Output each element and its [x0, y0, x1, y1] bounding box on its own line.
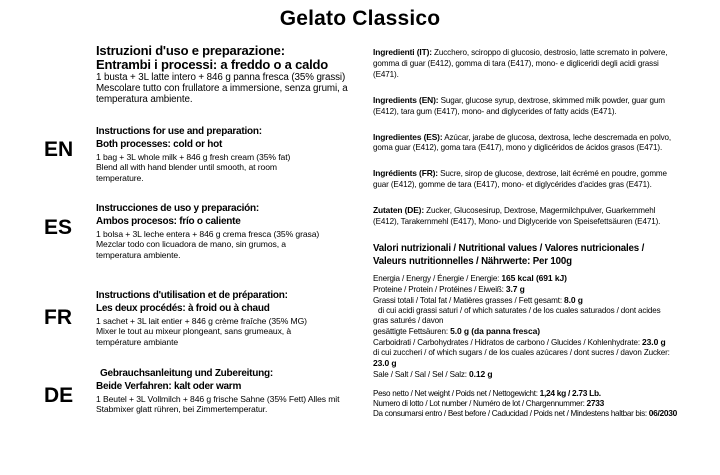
- ingredients-en: [373, 95, 674, 118]
- nutrition-label: di cui acidi grassi saturi / of which saturates / de los cuales saturados / dont acides gras saturés / davon: [373, 305, 661, 325]
- ingredient-text: Zucchero, sciroppo di glucosio, destrosio, latte scremato in polvere, gomma di guar (E412), gomma di tara (E417), mono- e digliceridi degli acidi grassi (E471).: [373, 48, 668, 79]
- nutrition-label: Carboidrati / Carbohydrates / Hidratos de carbono / Glucides / Kohlenhydrate:: [373, 337, 640, 347]
- nutrition-row-saturates: [373, 306, 674, 337]
- nutrition-value: 5.0 g (da panna fresca): [450, 325, 540, 336]
- ingredient-label: Ingredienti (IT):: [373, 47, 432, 57]
- instruction-subheading: Beide Verfahren: kalt oder warm: [96, 380, 242, 392]
- nutrition-label: gesättigte Fettsäuren:: [373, 326, 448, 336]
- instruction-block-es: [96, 203, 320, 260]
- ingredients-es: [373, 132, 674, 155]
- nutrition-value: 0.12 g: [468, 368, 493, 379]
- nutrition-row-salt: [373, 369, 674, 380]
- nutrition-label: di cui zuccheri / of which sugars / de los cuales azúcares / dont sucres / davon Zucker:: [373, 347, 670, 357]
- lot-number-label: Numero di lotto / Lot number / Numéro de lot / Chargennummer:: [373, 398, 585, 408]
- page-title: Gelato Classico: [279, 7, 441, 30]
- ingredient-text: Sugar, glucose syrup, dextrose, skimmed milk powder, guar gum (E412), tara gum (E417), mono- and diglycerides of fatty acids (E471).: [373, 95, 665, 116]
- best-before-row: [373, 407, 677, 419]
- instruction-heading: Instructions for use and preparation:: [96, 126, 262, 137]
- ingredients-it: [373, 47, 674, 81]
- lang-label-fr: FR: [44, 306, 72, 329]
- ingredient-label: Ingredientes (ES):: [373, 131, 443, 142]
- instruction-subheading: Les deux procédés: à froid ou à chaud: [96, 302, 270, 314]
- nutrition-value: 8.0 g: [564, 294, 583, 305]
- instruction-block-en: [96, 126, 308, 183]
- instruction-body: 1 bag + 3L whole milk + 846 g fresh cream (35% fat) Blend all with hand blender until smooth, at room temperature.: [96, 152, 291, 183]
- nutrition-value: 23.0 g: [642, 336, 666, 347]
- instruction-heading: Instrucciones de uso y preparación:: [96, 203, 259, 214]
- lang-label-en: EN: [44, 138, 74, 161]
- lot-number-value: 2733: [586, 397, 604, 408]
- ingredient-label: Ingrédients (FR):: [373, 168, 438, 179]
- nutrition-value: 3.7 g: [505, 283, 525, 294]
- nutrition-label: Proteine / Protein / Protéines / Eiweiß:: [373, 284, 504, 294]
- best-before-label: Da consumarsi entro / Best before / Caducidad / Poids net / Mindestens haltbar bis:: [373, 408, 647, 418]
- best-before-value: 06/2030: [648, 407, 677, 418]
- nutrition-table: [373, 273, 674, 380]
- ingredients-fr: [373, 168, 674, 191]
- lot-number-row: [373, 399, 674, 409]
- instruction-heading: Gebrauchsanleitung und Zubereitung:: [100, 368, 273, 379]
- instruction-body: 1 sachet + 3L lait entier + 846 g crème fraîche (35% MG) Mixer le tout au mixeur plongeant, sans grumeaux, à température ambiante: [96, 316, 307, 347]
- instruction-heading: Istruzioni d'uso e preparazione:: [96, 43, 285, 58]
- instruction-heading: Instructions d'utilisation et de préparation:: [96, 290, 288, 301]
- pack-info: [373, 387, 677, 418]
- nutrition-row-carbohydrates: [373, 337, 674, 348]
- net-weight-value: 1,24 kg / 2.73 Lb.: [539, 387, 601, 398]
- nutrition-value: 165 kcal (691 kJ): [501, 272, 567, 283]
- nutrition-label: Grassi totali / Total fat / Matières grasses / Fett gesamt:: [373, 295, 562, 305]
- instruction-body: 1 busta + 3L latte intero + 846 g panna fresca (35% grassi) Mescolare tutto con frullatore a immersione, senza grumi, a temperatura ambiente.: [96, 72, 348, 106]
- nutrition-row-energy: [373, 273, 674, 284]
- ingredient-label: Zutaten (DE):: [373, 205, 425, 216]
- instruction-block-de: [96, 368, 342, 415]
- lang-label-es: ES: [44, 216, 73, 239]
- instruction-block-it: [96, 44, 359, 106]
- instruction-subheading: Both processes: cold or hot: [96, 138, 223, 150]
- ingredient-text: Zucker, Glucosesirup, Dextrose, Magermilchpulver, Guarkernmehl (E412), Tarakernmehl (E417), Mono- und Diglyceride von Speisefettsäuren (E471).: [373, 206, 661, 227]
- ingredient-text: Azúcar, jarabe de glucosa, dextrosa, leche descremada en polvo, goma guar (E412), goma tara (E417), mono y diglicéridos de ácidos grasos (E471).: [373, 132, 672, 153]
- instruction-subheading: Entrambi i processi: a freddo o a caldo: [96, 56, 329, 72]
- nutrition-value: 23.0 g: [373, 357, 397, 368]
- instruction-block-fr: [96, 290, 321, 347]
- net-weight-row: [373, 389, 674, 399]
- instruction-subheading: Ambos procesos: frío o caliente: [96, 215, 241, 227]
- instruction-body: 1 Beutel + 3L Vollmilch + 846 g frische Sahne (35% Fett) Alles mit Stabmixer glatt rühren, bei Zimmertemperatur.: [96, 394, 340, 415]
- nutrition-row-protein: [373, 284, 674, 295]
- nutrition-label: Energia / Energy / Énergie / Energie:: [373, 273, 500, 283]
- net-weight-label: Peso netto / Net weight / Poids net / Nettogewicht:: [373, 388, 538, 398]
- nutrition-row-fat: [373, 295, 674, 306]
- right-column: [373, 47, 677, 418]
- lang-label-de: DE: [44, 384, 74, 407]
- ingredient-label: Ingredients (EN):: [373, 94, 439, 105]
- instruction-body: 1 bolsa + 3L leche entera + 846 g crema fresca (35% grasa) Mezclar todo con licuadora de mano, sin grumos, a temperatura ambiente.: [96, 229, 320, 260]
- nutrition-row-sugars: [373, 348, 674, 369]
- ingredients-de: [373, 205, 674, 228]
- nutrition-header: Valori nutrizionali / Nutritional values / Valores nutricionales / Valeurs nutritionnelles / Nährwerte: Per 100g: [373, 242, 645, 267]
- nutrition-label: Sale / Salt / Sal / Sel / Salz:: [373, 369, 467, 379]
- ingredient-text: Sucre, sirop de glucose, dextrose, lait écrémé en poudre, gomme guar (E412), gomme de tara (E417), mono- et diglycérides d'acides gras (E471).: [373, 169, 667, 190]
